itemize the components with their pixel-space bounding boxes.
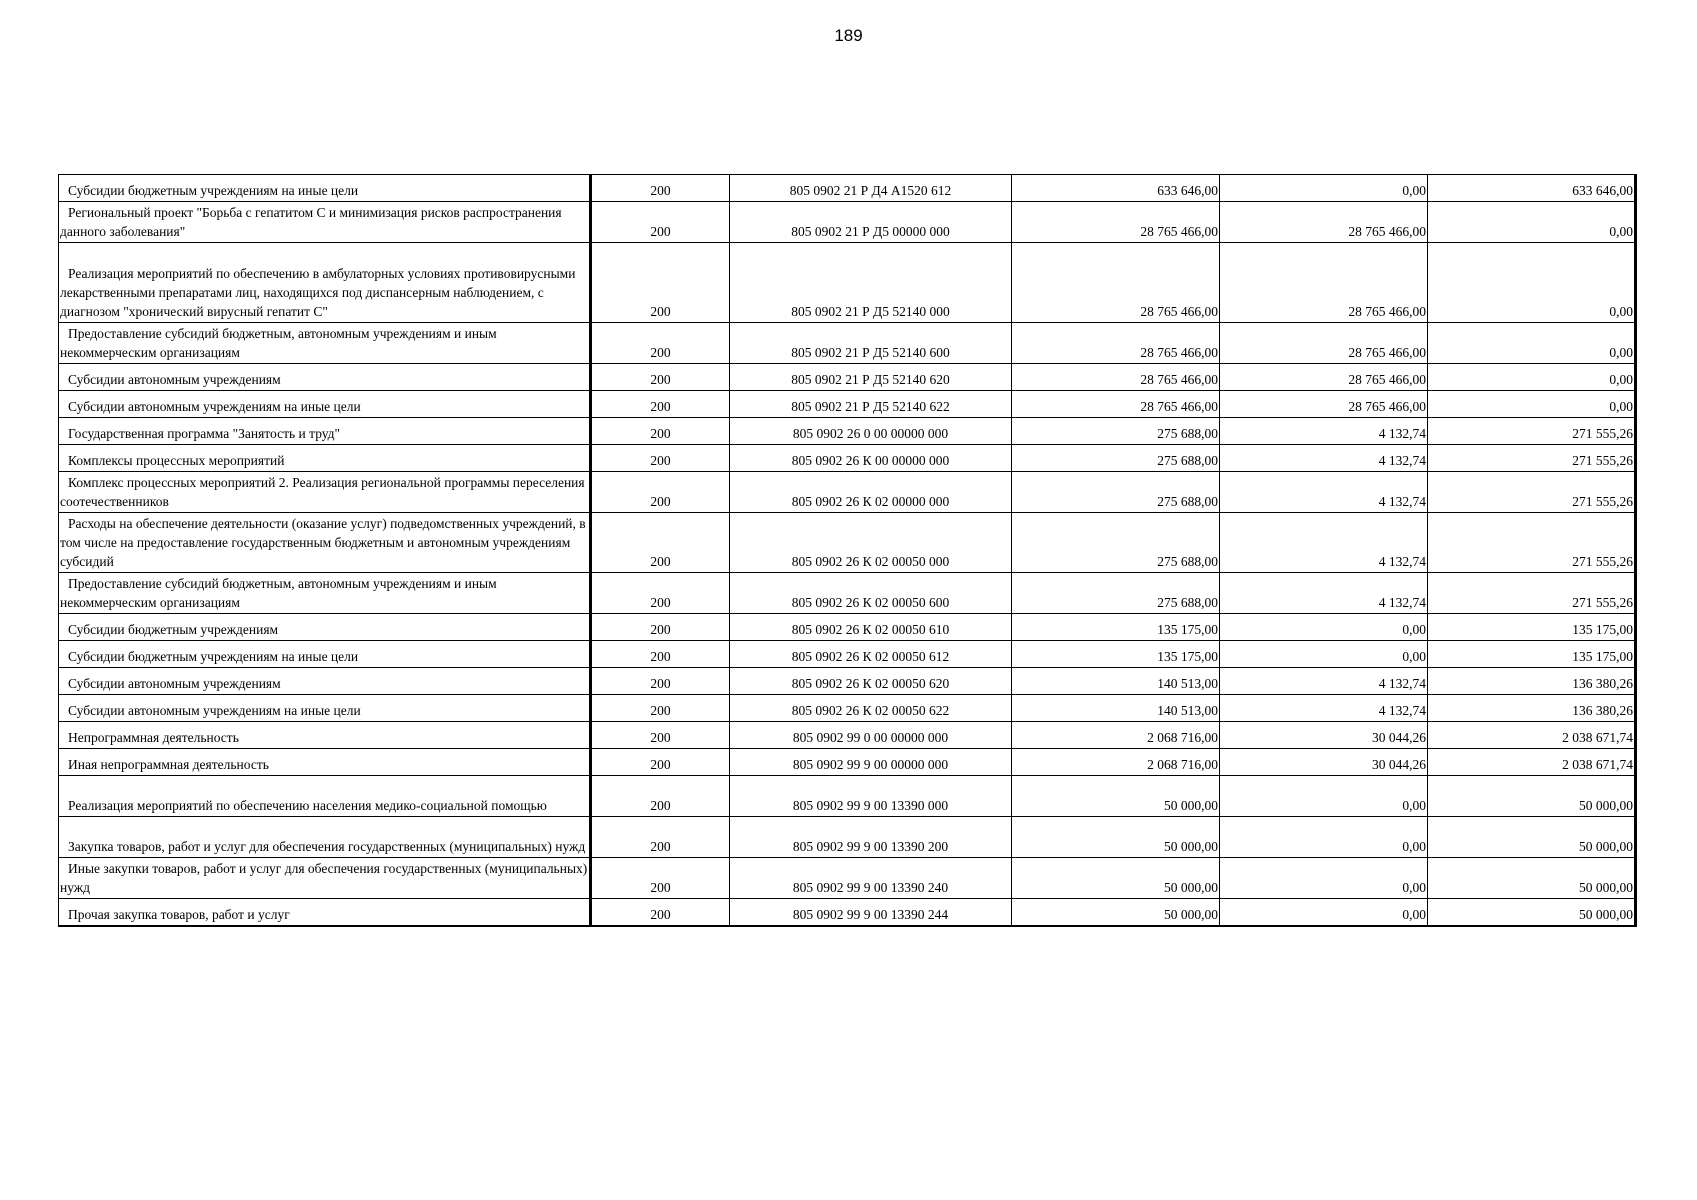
row-amount-regional-cell: 271 555,26 [1428, 513, 1636, 573]
row-name-text: Прочая закупка товаров, работ и услуг [68, 906, 290, 922]
row-code-cell: 805 0902 26 К 02 00000 000 [730, 472, 1012, 513]
row-amount-federal-cell: 28 765 466,00 [1220, 243, 1428, 323]
row-group-cell: 200 [591, 391, 730, 418]
row-name-text: Расходы на обеспечение деятельности (оказание услуг) подведомственных учреждений, в том числе на предоставление государственным бюджетным и автономным учреждениям субсидий [60, 516, 586, 569]
row-name-text: Региональный проект "Борьба с гепатитом С и минимизация рисков распространения данного заболевания" [60, 205, 562, 239]
row-amount-total-cell: 275 688,00 [1012, 513, 1220, 573]
row-amount-federal-cell: 28 765 466,00 [1220, 391, 1428, 418]
table-row [59, 668, 1636, 695]
row-name-cell [59, 668, 591, 695]
row-amount-total-cell: 275 688,00 [1012, 573, 1220, 614]
row-name-text: Субсидии автономным учреждениям на иные цели [68, 399, 361, 414]
row-code-cell: 805 0902 99 9 00 00000 000 [730, 749, 1012, 776]
row-amount-total-cell: 275 688,00 [1012, 445, 1220, 472]
row-amount-total-cell: 135 175,00 [1012, 614, 1220, 641]
row-name-cell [59, 899, 591, 926]
row-amount-regional-cell: 271 555,26 [1428, 445, 1636, 472]
row-group-cell: 200 [591, 614, 730, 641]
row-code-cell: 805 0902 26 К 02 00050 000 [730, 513, 1012, 573]
row-amount-regional-cell: 271 555,26 [1428, 573, 1636, 614]
row-amount-federal-cell: 4 132,74 [1220, 445, 1428, 472]
row-amount-federal-cell: 28 765 466,00 [1220, 323, 1428, 364]
row-name-cell [59, 573, 591, 614]
row-amount-federal-cell: 4 132,74 [1220, 513, 1428, 573]
row-amount-total-cell: 140 513,00 [1012, 695, 1220, 722]
row-amount-regional-cell: 136 380,26 [1428, 668, 1636, 695]
row-name-text: Субсидии бюджетным учреждениям [68, 622, 279, 637]
row-name-cell [59, 418, 591, 445]
row-code-cell: 805 0902 21 Р Д4 А1520 612 [730, 175, 1012, 202]
row-code-cell: 805 0902 21 Р Д5 00000 000 [730, 202, 1012, 243]
row-amount-regional-cell: 0,00 [1428, 202, 1636, 243]
row-amount-regional-cell: 2 038 671,74 [1428, 722, 1636, 749]
row-amount-regional-cell: 2 038 671,74 [1428, 749, 1636, 776]
row-name-text: Иные закупки товаров, работ и услуг для обеспечения государственных (муниципальных) нужд [60, 861, 588, 895]
row-amount-total-cell: 633 646,00 [1012, 175, 1220, 202]
row-name-text: Субсидии автономным учреждениям на иные цели [68, 703, 361, 718]
row-group-cell: 200 [591, 749, 730, 776]
budget-table-body [59, 175, 1636, 926]
row-name-cell [59, 695, 591, 722]
table-row [59, 573, 1636, 614]
row-amount-regional-cell: 0,00 [1428, 323, 1636, 364]
row-amount-total-cell: 28 765 466,00 [1012, 364, 1220, 391]
row-group-cell: 200 [591, 695, 730, 722]
row-amount-federal-cell: 0,00 [1220, 899, 1428, 926]
row-name-text: Субсидии бюджетным учреждениям на иные цели [68, 183, 359, 198]
row-name-text: Субсидии автономным учреждениям [68, 372, 281, 387]
table-row [59, 513, 1636, 573]
row-amount-total-cell: 275 688,00 [1012, 472, 1220, 513]
row-code-cell: 805 0902 21 Р Д5 52140 000 [730, 243, 1012, 323]
row-amount-total-cell: 50 000,00 [1012, 776, 1220, 817]
row-name-text: Закупка товаров, работ и услуг для обеспечения государственных (муниципальных) нужд [68, 839, 586, 854]
row-name-text: Предоставление субсидий бюджетным, автономным учреждениям и иным некоммерческим организациям [60, 576, 497, 610]
row-group-cell: 200 [591, 513, 730, 573]
row-amount-federal-cell: 4 132,74 [1220, 418, 1428, 445]
row-code-cell: 805 0902 26 К 02 00050 600 [730, 573, 1012, 614]
row-amount-regional-cell: 136 380,26 [1428, 695, 1636, 722]
row-amount-federal-cell: 4 132,74 [1220, 472, 1428, 513]
row-amount-total-cell: 28 765 466,00 [1012, 243, 1220, 323]
row-group-cell: 200 [591, 323, 730, 364]
row-name-cell [59, 243, 591, 323]
row-group-cell: 200 [591, 722, 730, 749]
row-group-cell: 200 [591, 573, 730, 614]
row-code-cell: 805 0902 99 9 00 13390 240 [730, 858, 1012, 899]
row-name-cell [59, 175, 591, 202]
row-group-cell: 200 [591, 817, 730, 858]
row-group-cell: 200 [591, 364, 730, 391]
row-name-cell [59, 513, 591, 573]
table-row [59, 817, 1636, 858]
row-name-text: Непрограммная деятельность [68, 730, 239, 745]
row-group-cell: 200 [591, 202, 730, 243]
row-name-cell [59, 722, 591, 749]
row-amount-regional-cell: 50 000,00 [1428, 858, 1636, 899]
row-amount-regional-cell: 0,00 [1428, 364, 1636, 391]
row-amount-total-cell: 28 765 466,00 [1012, 391, 1220, 418]
row-code-cell: 805 0902 99 0 00 00000 000 [730, 722, 1012, 749]
row-name-cell [59, 776, 591, 817]
row-name-text: Предоставление субсидий бюджетным, автономным учреждениям и иным некоммерческим организациям [60, 326, 497, 360]
row-name-cell [59, 858, 591, 899]
page-number: 189 [834, 26, 863, 45]
row-group-cell: 200 [591, 899, 730, 926]
row-amount-federal-cell: 0,00 [1220, 858, 1428, 899]
row-code-cell: 805 0902 26 К 02 00050 610 [730, 614, 1012, 641]
row-group-cell: 200 [591, 445, 730, 472]
row-name-text: Субсидии бюджетным учреждениям на иные цели [68, 649, 359, 664]
row-name-text: Государственная программа "Занятость и труд" [68, 426, 341, 441]
row-code-cell: 805 0902 26 0 00 00000 000 [730, 418, 1012, 445]
budget-table [58, 174, 1637, 927]
row-amount-regional-cell: 135 175,00 [1428, 614, 1636, 641]
row-code-cell: 805 0902 21 Р Д5 52140 622 [730, 391, 1012, 418]
row-name-cell [59, 749, 591, 776]
row-amount-total-cell: 275 688,00 [1012, 418, 1220, 445]
row-amount-regional-cell: 271 555,26 [1428, 418, 1636, 445]
row-name-text: Реализация мероприятий по обеспечению в амбулаторных условиях противовирусными лекарственными препаратами лиц, находящихся под диспансерным наблюдением, с диагнозом "хронический вирусный гепатит С" [60, 266, 576, 319]
table-row [59, 695, 1636, 722]
row-amount-regional-cell: 50 000,00 [1428, 899, 1636, 926]
table-row [59, 641, 1636, 668]
row-code-cell: 805 0902 26 К 00 00000 000 [730, 445, 1012, 472]
row-code-cell: 805 0902 26 К 02 00050 622 [730, 695, 1012, 722]
row-amount-regional-cell: 135 175,00 [1428, 641, 1636, 668]
row-amount-total-cell: 50 000,00 [1012, 899, 1220, 926]
row-group-cell: 200 [591, 668, 730, 695]
row-amount-federal-cell: 0,00 [1220, 641, 1428, 668]
row-code-cell: 805 0902 99 9 00 13390 000 [730, 776, 1012, 817]
row-code-cell: 805 0902 26 К 02 00050 620 [730, 668, 1012, 695]
row-name-text: Иная непрограммная деятельность [68, 757, 269, 772]
row-amount-federal-cell: 30 044,26 [1220, 722, 1428, 749]
row-amount-total-cell: 50 000,00 [1012, 858, 1220, 899]
row-amount-regional-cell: 50 000,00 [1428, 776, 1636, 817]
row-code-cell: 805 0902 21 Р Д5 52140 620 [730, 364, 1012, 391]
row-group-cell: 200 [591, 858, 730, 899]
row-group-cell: 200 [591, 418, 730, 445]
row-amount-federal-cell: 4 132,74 [1220, 573, 1428, 614]
row-group-cell: 200 [591, 641, 730, 668]
row-name-text: Реализация мероприятий по обеспечению населения медико-социальной помощью [68, 798, 547, 813]
row-code-cell: 805 0902 99 9 00 13390 244 [730, 899, 1012, 926]
row-name-cell [59, 364, 591, 391]
row-group-cell: 200 [591, 472, 730, 513]
row-name-cell [59, 614, 591, 641]
row-amount-federal-cell: 0,00 [1220, 776, 1428, 817]
row-name-cell [59, 472, 591, 513]
table-row [59, 445, 1636, 472]
row-amount-total-cell: 28 765 466,00 [1012, 323, 1220, 364]
table-row [59, 472, 1636, 513]
row-name-text: Субсидии автономным учреждениям [68, 676, 281, 691]
row-amount-regional-cell: 633 646,00 [1428, 175, 1636, 202]
row-amount-regional-cell: 0,00 [1428, 243, 1636, 323]
row-amount-total-cell: 135 175,00 [1012, 641, 1220, 668]
row-amount-federal-cell: 4 132,74 [1220, 668, 1428, 695]
table-row [59, 364, 1636, 391]
table-row [59, 175, 1636, 202]
row-amount-total-cell: 50 000,00 [1012, 817, 1220, 858]
row-name-cell [59, 445, 591, 472]
row-group-cell: 200 [591, 175, 730, 202]
row-amount-regional-cell: 271 555,26 [1428, 472, 1636, 513]
table-row [59, 776, 1636, 817]
row-amount-federal-cell: 0,00 [1220, 817, 1428, 858]
row-amount-regional-cell: 50 000,00 [1428, 817, 1636, 858]
row-name-text: Комплексы процессных мероприятий [68, 453, 285, 468]
table-row [59, 243, 1636, 323]
table-row [59, 418, 1636, 445]
row-amount-regional-cell: 0,00 [1428, 391, 1636, 418]
table-row [59, 899, 1636, 926]
row-group-cell: 200 [591, 776, 730, 817]
row-name-text: Комплекс процессных мероприятий 2. Реализация региональной программы переселения соотечественников [60, 475, 585, 509]
row-amount-federal-cell: 30 044,26 [1220, 749, 1428, 776]
row-amount-total-cell: 2 068 716,00 [1012, 722, 1220, 749]
row-amount-federal-cell: 0,00 [1220, 614, 1428, 641]
row-amount-federal-cell: 4 132,74 [1220, 695, 1428, 722]
row-amount-federal-cell: 28 765 466,00 [1220, 202, 1428, 243]
row-code-cell: 805 0902 26 К 02 00050 612 [730, 641, 1012, 668]
table-row [59, 749, 1636, 776]
table-row [59, 858, 1636, 899]
row-amount-federal-cell: 0,00 [1220, 175, 1428, 202]
table-row [59, 391, 1636, 418]
table-row [59, 722, 1636, 749]
row-name-cell [59, 391, 591, 418]
row-name-cell [59, 202, 591, 243]
row-name-cell [59, 641, 591, 668]
table-row [59, 202, 1636, 243]
row-group-cell: 200 [591, 243, 730, 323]
row-name-cell [59, 323, 591, 364]
row-amount-total-cell: 2 068 716,00 [1012, 749, 1220, 776]
row-amount-federal-cell: 28 765 466,00 [1220, 364, 1428, 391]
table-row [59, 323, 1636, 364]
row-code-cell: 805 0902 99 9 00 13390 200 [730, 817, 1012, 858]
row-amount-total-cell: 28 765 466,00 [1012, 202, 1220, 243]
row-code-cell: 805 0902 21 Р Д5 52140 600 [730, 323, 1012, 364]
row-name-cell [59, 817, 591, 858]
row-amount-total-cell: 140 513,00 [1012, 668, 1220, 695]
table-row [59, 614, 1636, 641]
